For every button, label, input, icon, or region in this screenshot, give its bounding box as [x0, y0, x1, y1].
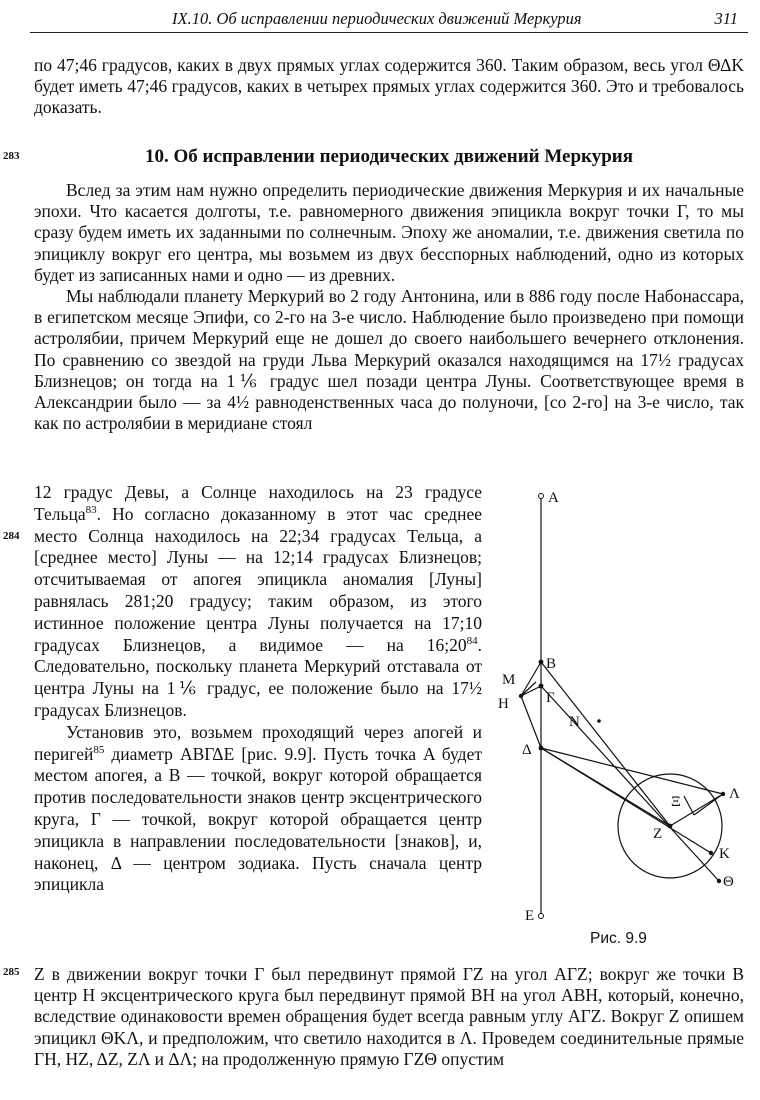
- label-D: Δ: [522, 742, 532, 758]
- label-N: Ν: [569, 714, 580, 730]
- text-segment: Установив это, возьмем проходящий через апогей и перигей: [34, 721, 482, 764]
- running-title: IX.10. Об исправлении периодических движений Меркурия: [172, 9, 582, 28]
- paragraph-moon-position: [34, 482, 482, 722]
- text-segment: . Следовательно, поскольку планета Меркурий отставала от центра Луны на 1⅙ градус, ее положение было на 17½ градусах Близнецов.: [34, 634, 482, 720]
- line-Xi-foot: [684, 796, 694, 815]
- margin-number-283: 283: [3, 150, 20, 162]
- label-Theta: Θ: [723, 874, 734, 890]
- label-Z: Ζ: [653, 826, 663, 842]
- geometric-diagram: [494, 486, 756, 956]
- point-A: [539, 494, 544, 499]
- line-DK: [541, 748, 711, 853]
- line-L-Xi-perpendicular: [694, 794, 723, 815]
- intro-text: по 47;46 градусов, каких в двух прямых углах содержится 360. Таким образом, весь угол ΘΔK будет иметь 47;46 градусов, каких в четырех прямых углах содержится 360. Это и требовалось доказать.: [34, 55, 744, 118]
- intro-paragraph: [34, 55, 744, 119]
- point-N: [597, 719, 601, 723]
- point-D: [539, 746, 544, 751]
- line-BH-to-Z: [541, 662, 670, 826]
- point-K: [709, 851, 713, 855]
- label-M: Μ: [502, 672, 516, 688]
- text-segment: 12 градус Девы, а Солнце находилось на 23 градусе Тельца: [34, 482, 482, 524]
- point-B: [539, 660, 544, 665]
- label-A: Α: [548, 490, 559, 506]
- point-Theta: [717, 879, 721, 883]
- label-E: Ε: [525, 908, 535, 924]
- paragraph-diameter: [34, 722, 482, 896]
- point-H: [519, 694, 523, 698]
- line-DL: [541, 748, 723, 794]
- line-DH: [521, 696, 541, 748]
- label-B: Β: [546, 656, 557, 672]
- paragraph-epicycle-construction: Ζ в движении вокруг точки Γ был передвинут прямой ΓΖ на угол ΑΓΖ; вокруг же точки Β центр Η эксцентрического круга был передвинут прямой ΒΗ на угол ΑΒΗ, который, конечно, вследствие одинаковости времен обращения будет всегда равным углу ΑΓΖ. Вокруг Ζ опишем эпицикл ΘΚΛ, и предположим, что светило находится в Λ. Проведем соединительные прямые ΓΗ, ΗΖ, ΔΖ, ΖΛ и ΔΛ; на продолженную прямую ΓΖΘ опустим: [34, 964, 744, 1069]
- footnote-ref-83[interactable]: 83: [85, 503, 97, 516]
- label-L: Λ: [729, 786, 740, 802]
- final-paragraph: [34, 964, 744, 1070]
- point-L: [721, 792, 725, 796]
- footnote-ref-84[interactable]: 84: [466, 634, 478, 647]
- paragraph-epoch: Вслед за этим нам нужно определить периодические движения Меркурия и их начальные эпохи. Что касается долготы, т.е. равномерного движения эпицикла вокруг точки Γ, то мы сразу будем иметь их заданными по солнечным. Эпоху же аномалии, т.е. движения светила по эпициклу вокруг его центра, мы возьмем из двух бесспорных наблюдений, одно из которых будет из записанных нами и одно — из древних.: [34, 180, 744, 285]
- narrow-column-text: [34, 482, 482, 896]
- section-title: 10. Об исправлении периодических движений Меркурия: [144, 146, 633, 167]
- text-segment: . Но согласно доказанному в этот час среднее место Солнца находилось на 22;34 градусах Тельца, а [среднее место] Луны — на 12;14 градусах Близнецов; отсчитываемая от апогея эпицикла аномалия [Луны] равнялась 281;20 градусу; таким образом, из этого истинное положение центра Луны получается на 17;10 градусах Близнецов, а видимое — на 16;20: [34, 503, 482, 655]
- label-K: Κ: [719, 846, 730, 862]
- line-G-Z-Theta: [541, 686, 719, 881]
- page-header: [30, 6, 748, 33]
- margin-number-284: 284: [3, 530, 20, 542]
- footnote-ref-85[interactable]: 85: [93, 743, 105, 756]
- point-E: [539, 914, 544, 919]
- point-Z: [668, 824, 673, 829]
- text-segment: диаметр ΑΒΓΔΕ [рис. 9.9]. Пусть точка Α будет местом апогея, а Β — точкой, вокруг которой обращается против последовательности знаков центр эксцентрического круга, Γ — точкой, вокруг которой обращается центр эпицикла в направлении последовательности [знаков], и, наконец, Δ — центром зодиака. Пусть сначала центр эпицикла: [34, 743, 482, 895]
- label-H: Η: [498, 696, 509, 712]
- figure-caption: Рис. 9.9: [590, 930, 647, 947]
- label-Xi: Ξ: [671, 794, 681, 810]
- figure-9-9: [494, 486, 756, 956]
- label-G: Γ: [546, 690, 555, 706]
- margin-number-285: 285: [3, 966, 20, 978]
- paragraph-observation: Мы наблюдали планету Меркурий во 2 году Антонина, или в 886 году после Набонассара, в египетском месяце Эпифи, со 2-го на 3-е число. Наблюдение было произведено при помощи астролябии, причем Меркурий еще не дошел до своего наибольшего вечернего отклонения. По сравнению со звездой на груди Льва Меркурий оказался находящимся на 17½ градусах Близнецов; он тогда на 1⅙ градус шел позади центра Луны. Соответствующее время в Александрии было — за 4½ равноденственных часа до полуночи, [со 2-го] на 3-е число, так как по астролябии в меридиане стоял: [34, 286, 744, 434]
- page-number: 311: [714, 9, 738, 28]
- point-G: [539, 684, 544, 689]
- body-text: [34, 180, 744, 434]
